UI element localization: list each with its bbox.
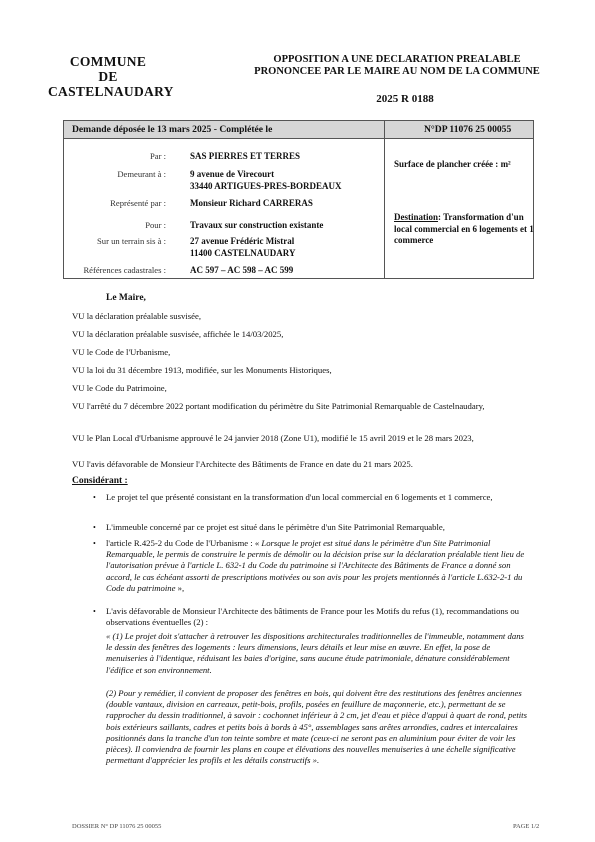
article-intro: l'article R.425-2 du Code de l'Urbanisme : « <box>106 538 260 548</box>
abf-quote-2: (2) Pour y remédier, il convient de proposer des fenêtres en bois, qui doivent être des restitutions des fenêtres anciennes (double vantaux, division en carreaux, petit-bois, profils, posées en feuillure de maçonnerie, etc.), permettant de se rapprocher du dessin traditionnel, à savoir : cochonnet inférieur à 2 cm, jet d'eau et pièce d'appui à quart de rond, petits bois extérieurs saillants, cadres et petits bois à bords à 45°, assemblages sans arêtes arrondies, cadres et intercalaires positionnés dans la tranche d'un ton teinte sombre et mate (ceux-ci ne seront pas en aluminium pour éviter de voir les pièces). Il conviendra de fournir les plans en coupe et élévations des nouvelles menuiseries à une échelle significative permettant d'apprécier les profils et les détails constructifs ». <box>106 688 527 766</box>
decision-number: 2025 R 0188 <box>376 93 434 105</box>
terrain-label: Sur un terrain sis à : <box>97 236 166 246</box>
destination-label: Destination <box>394 212 439 222</box>
vu-item: VU le Code du Patrimoine, <box>72 383 167 393</box>
surface-unit: m² <box>500 159 511 169</box>
bullet-icon: • <box>93 539 96 548</box>
commune-line1: COMMUNE <box>69 54 147 69</box>
address-line2: 33440 ARTIGUES-PRES-BORDEAUX <box>190 181 342 191</box>
considerant-item: L'avis défavorable de Monsieur l'Architecte des bâtiments de France pour les Motifs du refus (1), recommandations ou observations éventuelles (2) : <box>106 606 520 628</box>
deposit-date-text: Demande déposée le 13 mars 2025 - Complétée le <box>72 124 273 135</box>
bullet-icon: • <box>93 493 96 502</box>
footer-dossier: DOSSIER N° DP 11076 25 00055 <box>72 823 162 830</box>
refs-value: AC 597 – AC 598 – AC 599 <box>190 265 294 275</box>
bullet-icon: • <box>93 523 96 532</box>
surface-label: Surface de plancher créée : <box>394 159 499 169</box>
bar-divider <box>384 121 385 138</box>
vu-item: VU le Code de l'Urbanisme, <box>72 347 171 357</box>
considerant-item: Le projet tel que présenté consistant en la transformation d'un local commercial en 6 logements et 1 commerce, <box>106 492 493 502</box>
considerant-item: L'immeuble concerné par ce projet est situé dans le périmètre d'un Site Patrimonial Remarquable, <box>106 522 445 532</box>
vu-item: VU l'avis défavorable de Monsieur l'Architecte des Bâtiments de France en date du 21 mars 2025. <box>72 459 413 469</box>
represente-value: Monsieur Richard CARRERAS <box>190 198 313 208</box>
article-end: », <box>177 582 185 593</box>
bullet-icon: • <box>93 607 96 616</box>
dp-number: N°DP 11076 25 00055 <box>424 124 512 135</box>
title-line2: PRONONCEE PAR LE MAIRE AU NOM DE LA COMMUNE <box>254 66 540 77</box>
pour-value: Travaux sur construction existante <box>190 220 324 230</box>
considerant-title: Considérant : <box>72 476 128 486</box>
vu-item: VU la déclaration préalable susvisée, <box>72 311 202 321</box>
par-label: Par : <box>150 151 166 161</box>
vu-item: VU l'arrêté du 7 décembre 2022 portant modification du périmètre du Site Patrimonial Remarquable de Castelnaudary, <box>72 401 485 411</box>
terrain-line2: 11400 CASTELNAUDARY <box>190 248 296 258</box>
footer-page: PAGE 1/2 <box>513 823 540 830</box>
abf-quote-1: « (1) Le projet doit s'attacher à retrouver les dispositions architecturales traditionnelles de l'immeuble, notamment dans le dessin des fenêtres des logements : leurs dimensions, leurs détails et leur mise en œuvre. En effet, la pose de menuiseries à l'identique, réduisant les baies d'origine, sans aucune étude patrimoniale, dénature considérablement l'édifice et son environnement. <box>106 631 524 675</box>
document-title <box>222 54 572 78</box>
destination-field <box>394 212 534 247</box>
vu-item: VU le Plan Local d'Urbanisme approuvé le 24 janvier 2018 (Zone U1), modifié le 15 avril 2019 et le 28 mars 2023, <box>72 433 474 443</box>
commune-header <box>48 54 174 99</box>
demeurant-label: Demeurant à : <box>117 169 166 179</box>
destination-value: : Transformation d'un local commercial en 6 logements et 1 commerce <box>394 212 534 245</box>
commune-line2: DE <box>98 69 118 84</box>
le-maire: Le Maire, <box>106 293 146 303</box>
request-bar <box>63 120 534 139</box>
pour-label: Pour : <box>145 220 166 230</box>
article-quote: Lorsque le projet est situé dans le périmètre d'un Site Patrimonial Remarquable, le permis de construire le permis de démolir ou la décision prise sur la déclaration préalable tient lieu de l'autorisation prévue à l'article L. 632-1 du Code du patrimoine si l'Architecte des Bâtiments de France a donné son accord, le cas échéant assorti de prescriptions motivées ou son avis pour les projets mentionnés à l'article L.632-2-1 du Code du patrimoine <box>106 538 525 593</box>
vu-item: VU la loi du 31 décembre 1913, modifiée, sur les Monuments Historiques, <box>72 365 332 375</box>
par-value: SAS PIERRES ET TERRES <box>190 151 300 161</box>
refs-label: Références cadastrales : <box>83 265 166 275</box>
vu-list <box>72 311 530 475</box>
terrain-line1: 27 avenue Frédéric Mistral <box>190 236 295 246</box>
considerant-item <box>106 538 532 594</box>
title-line1: OPPOSITION A UNE DECLARATION PREALABLE <box>273 54 521 65</box>
represente-label: Représenté par : <box>110 198 166 208</box>
address-line1: 9 avenue de Virecourt <box>190 169 275 179</box>
vu-item: VU la déclaration préalable susvisée, affichée le 14/03/2025, <box>72 329 284 339</box>
surface-field <box>394 159 534 171</box>
commune-line3: CASTELNAUDARY <box>48 84 174 99</box>
